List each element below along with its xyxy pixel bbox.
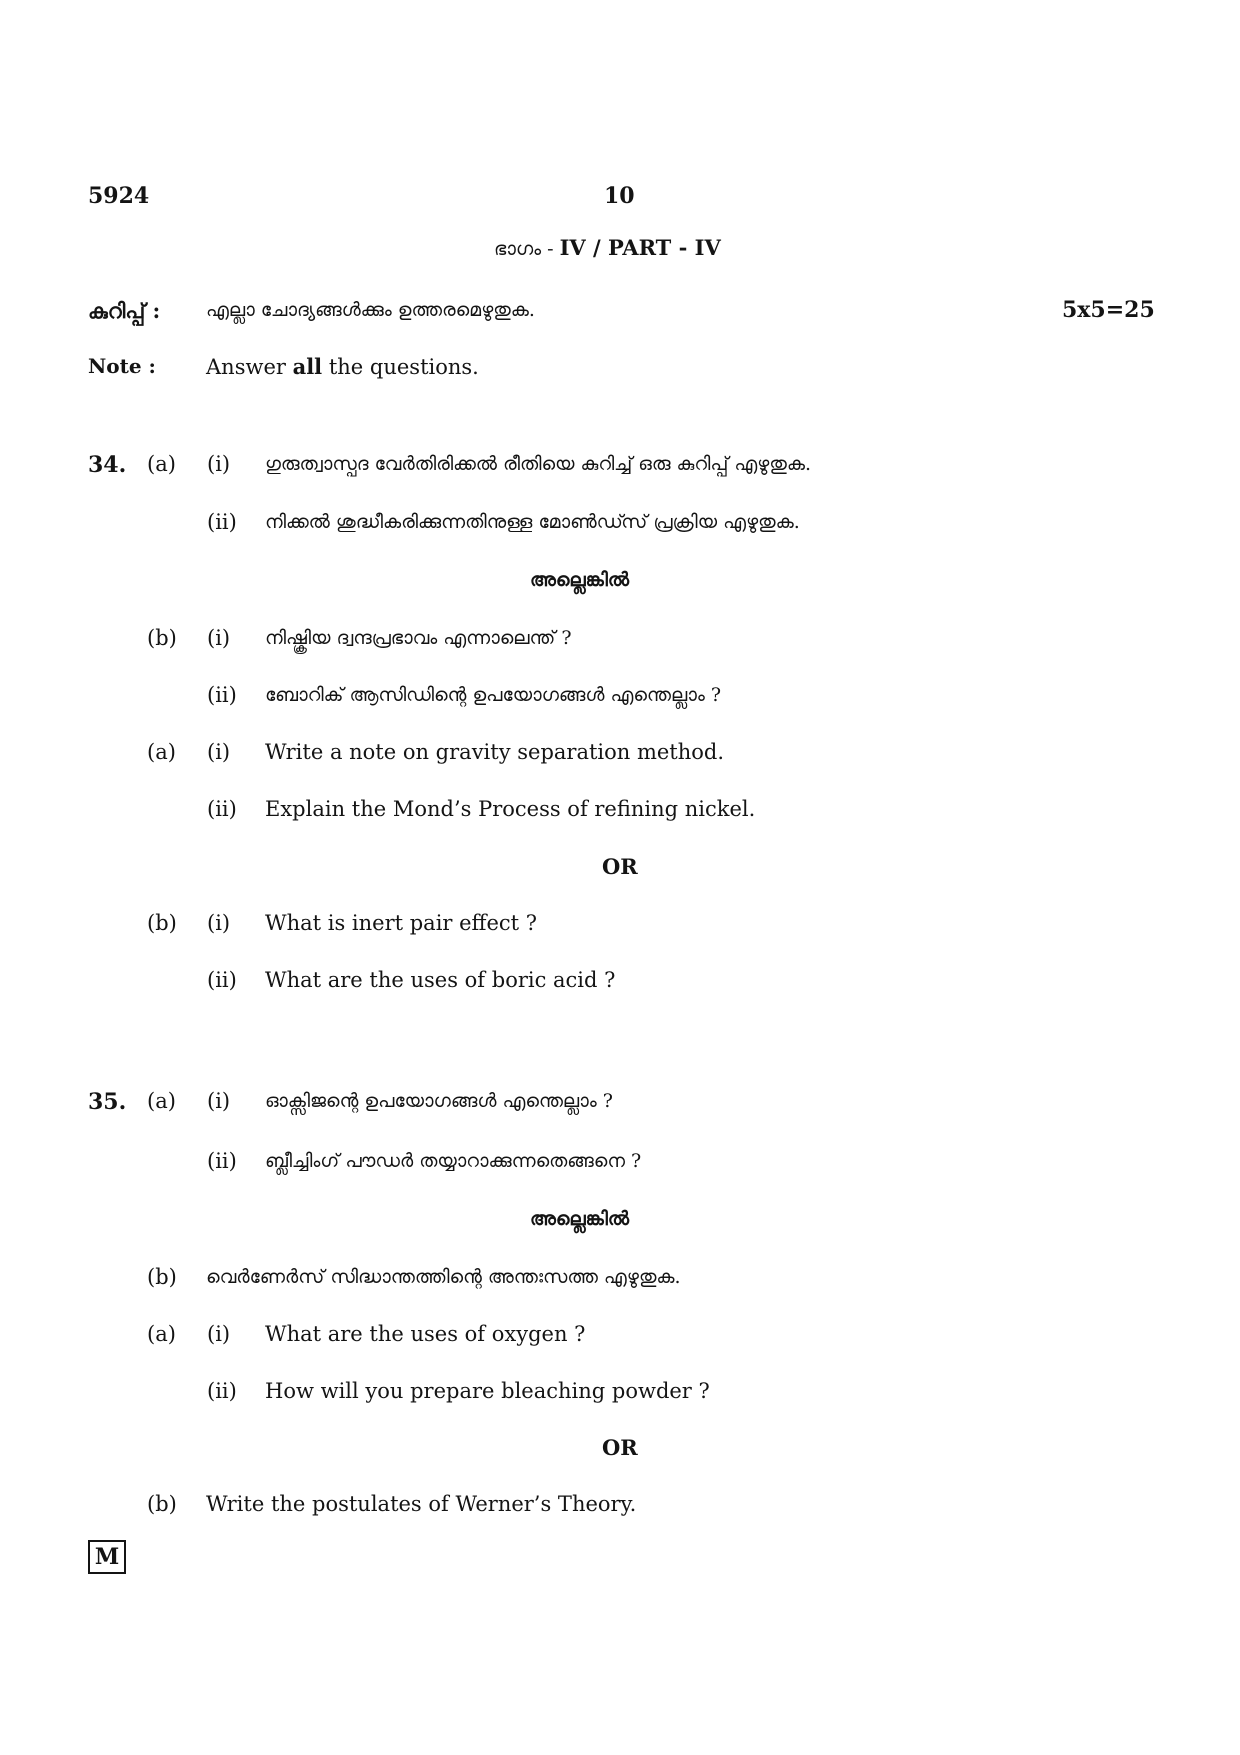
q35-en-b-label: (b) [147, 1492, 177, 1516]
q34-ml-a-ii-text: നിക്കൽ ശുദ്ധീകരിക്കുന്നതിനുള്ള മോൺഡ്സ് പ്രക്രിയ എഴുതുക. [265, 511, 800, 533]
marks-allocation: 5x5=25 [1062, 297, 1155, 323]
q34-ml-a-i-text: ഗുരുത്വാസ്പദ വേർതിരിക്കൽ രീതിയെ കുറിച്ച് ഒരു കുറിപ്പ് എഴുതുക. [265, 453, 812, 475]
q34-ml-b-i-label: (i) [207, 626, 231, 650]
q34-en-b-i-label: (i) [207, 911, 231, 935]
question-35-number: 35. [88, 1089, 127, 1115]
q35-en-a-ii-text: How will you prepare bleaching powder ? [265, 1379, 710, 1403]
q35-en-b-text: Write the postulates of Werner’s Theory. [206, 1492, 637, 1516]
q35-ml-a-ii-label: (ii) [207, 1149, 237, 1173]
q35-ml-b-text: വെർണേർസ് സിദ്ധാന്തത്തിന്റെ അന്തഃസത്ത എഴുതുക. [206, 1266, 681, 1288]
q35-ml-b-label: (b) [147, 1265, 177, 1289]
question-paper-code: 5924 [88, 183, 150, 209]
note-text-en-bold: all [292, 354, 323, 379]
part-heading [494, 235, 721, 260]
q34-ml-b-ii-label: (ii) [207, 683, 237, 707]
note-text-en [206, 354, 479, 379]
q35-ml-a-ii-text: ബ്ലീച്ചിംഗ് പൗഡർ തയ്യാറാക്കുന്നതെങ്ങനെ ? [265, 1150, 642, 1172]
question-34-number: 34. [88, 452, 127, 478]
note-text-en-pre: Answer [206, 355, 293, 379]
q34-ml-a-label: (a) [147, 452, 176, 476]
q34-en-b-ii-label: (ii) [207, 968, 237, 992]
q35-ml-a-i-text: ഓക്സിജന്റെ ഉപയോഗങ്ങൾ എന്തെല്ലാം ? [265, 1090, 613, 1112]
q35-en-or: OR [602, 1435, 638, 1460]
q34-en-a-label: (a) [147, 740, 176, 764]
q34-ml-or: അല്ലെങ്കിൽ [530, 569, 630, 591]
note-text-en-post: the questions. [322, 355, 479, 379]
q34-ml-b-label: (b) [147, 626, 177, 650]
q34-ml-b-i-text: നിഷ്ക്രിയ ദ്വന്ദപ്രഭാവം എന്നാലെന്ത് ? [265, 627, 572, 649]
q34-ml-a-i-label: (i) [207, 452, 231, 476]
q35-en-a-label: (a) [147, 1322, 176, 1346]
q35-ml-a-label: (a) [147, 1089, 176, 1113]
q35-en-a-i-label: (i) [207, 1322, 231, 1346]
q34-ml-b-ii-text: ബോറിക് ആസിഡിന്റെ ഉപയോഗങ്ങൾ എന്തെല്ലാം ? [265, 684, 722, 706]
q34-en-a-i-label: (i) [207, 740, 231, 764]
q34-en-a-i-text: Write a note on gravity separation method. [265, 740, 725, 764]
q34-ml-a-ii-label: (ii) [207, 510, 237, 534]
part-heading-ml: ഭാഗം - [494, 238, 560, 260]
note-label-ml: കുറിപ്പ് : [88, 298, 161, 323]
q35-en-a-ii-label: (ii) [207, 1379, 237, 1403]
q35-ml-or: അല്ലെങ്കിൽ [530, 1208, 630, 1230]
q35-en-a-i-text: What are the uses of oxygen ? [265, 1322, 586, 1346]
q34-en-b-i-text: What is inert pair effect ? [265, 911, 538, 935]
q34-en-b-label: (b) [147, 911, 177, 935]
part-heading-en: IV / PART - IV [559, 235, 721, 260]
q34-en-b-ii-text: What are the uses of boric acid ? [265, 968, 616, 992]
q34-en-a-ii-label: (ii) [207, 797, 237, 821]
note-label-en: Note : [88, 354, 156, 378]
q35-ml-a-i-label: (i) [207, 1089, 231, 1113]
q34-en-or: OR [602, 854, 638, 879]
q34-en-a-ii-text: Explain the Mond’s Process of refining nickel. [265, 797, 756, 821]
note-text-ml: എല്ലാ ചോദ്യങ്ങൾക്കും ഉത്തരമെഴുതുക. [206, 299, 535, 321]
version-mark-box: M [88, 1540, 126, 1574]
page-number: 10 [604, 183, 635, 209]
